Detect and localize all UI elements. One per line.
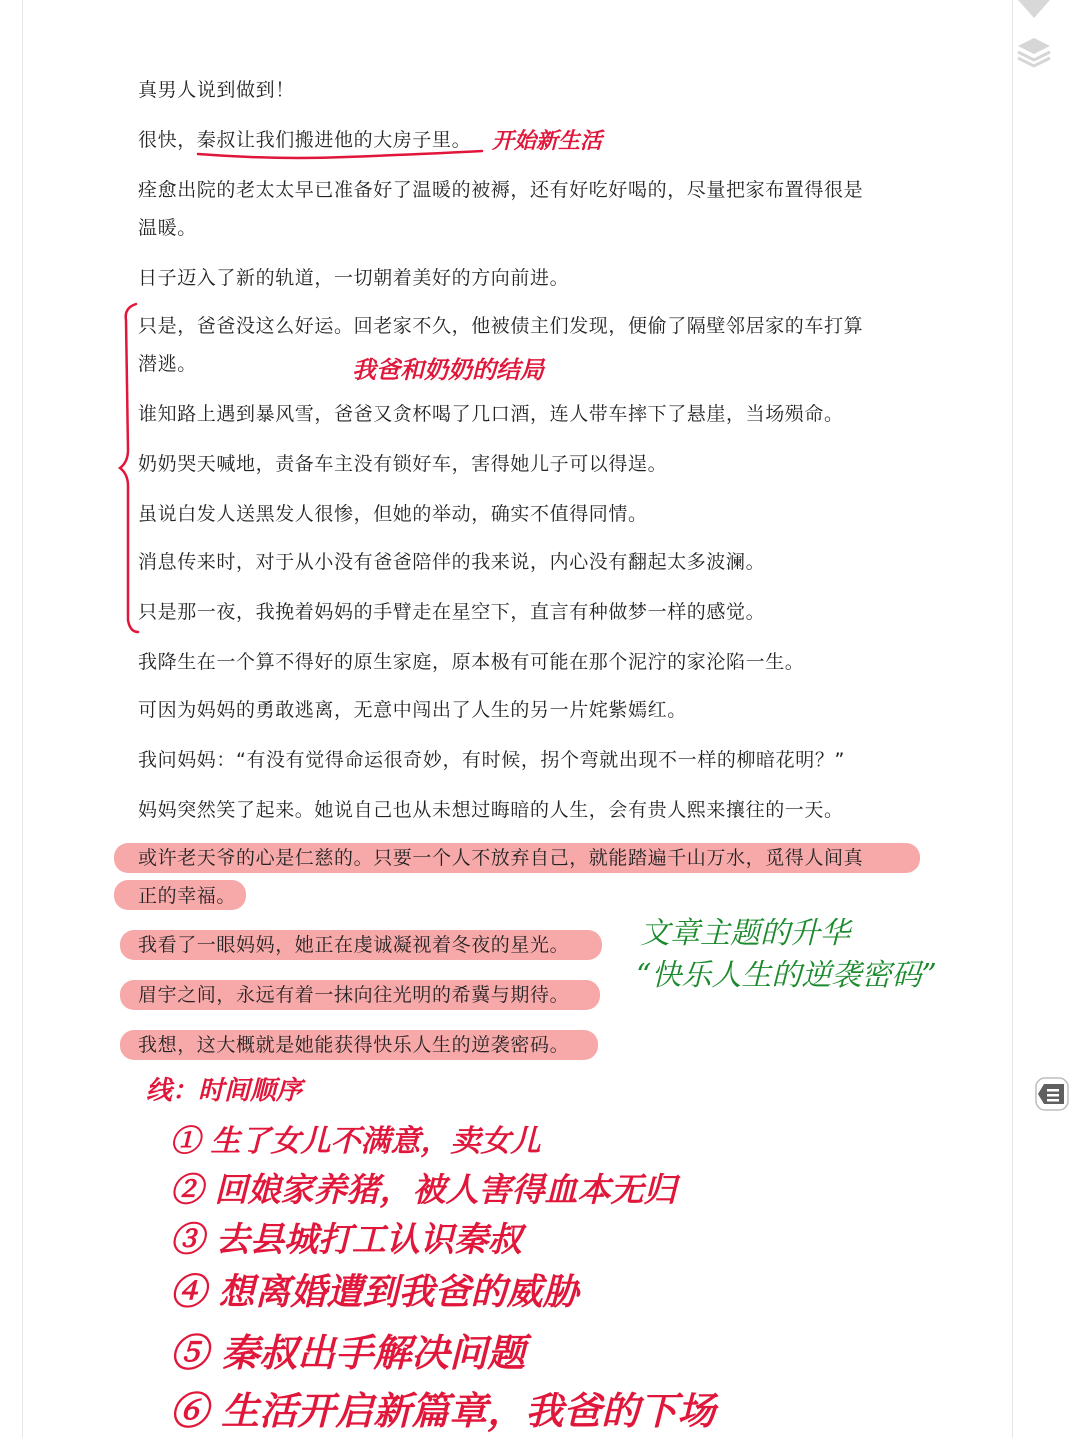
- paragraph: 奶奶哭天喊地，责备车主没有锁好车，害得她儿子可以得逞。: [138, 453, 668, 475]
- red-underline-mark: [196, 146, 486, 160]
- paragraph: 潜逃。: [138, 353, 197, 375]
- annotation-list-item: ② 回娘家养猪，被人害得血本无归: [170, 1170, 677, 1209]
- paragraph: 可因为妈妈的勇敢逃离，无意中闯出了人生的另一片姹紫嫣红。: [138, 699, 687, 721]
- red-bracket-mark: [118, 300, 140, 636]
- highlighted-paragraph: 我想，这大概就是她能获得快乐人生的逆袭密码。: [138, 1034, 570, 1056]
- layers-icon[interactable]: [1014, 34, 1054, 70]
- annotation-list-item: ⑥ 生活开启新篇章，我爸的下场: [170, 1388, 716, 1433]
- paragraph: 温暖。: [138, 217, 197, 239]
- highlighted-paragraph: 正的幸福。: [138, 885, 237, 907]
- annotation-theme-line1: 文章主题的升华: [640, 916, 850, 951]
- paragraph: 很快，秦叔让我们搬进他的大房子里。: [138, 129, 472, 151]
- paragraph: 虽说白发人送黑发人很惨，但她的举动，确实不值得同情。: [138, 503, 648, 525]
- paragraph: 痊愈出院的老太太早已准备好了温暖的被褥，还有好吃好喝的，尽量把家布置得很是: [138, 179, 864, 201]
- paragraph: 妈妈突然笑了起来。她说自己也从未想过晦暗的人生，会有贵人熙来攘往的一天。: [138, 799, 844, 821]
- comment-icon[interactable]: [1034, 1076, 1070, 1112]
- paragraph: 我问妈妈：“有没有觉得命运很奇妙，有时候，拐个弯就出现不一样的柳暗花明？”: [138, 749, 845, 771]
- paragraph: 我降生在一个算不得好的原生家庭，原本极有可能在那个泥泞的家沦陷一生。: [138, 651, 805, 673]
- annotation-list-item: ③ 去县城打工认识秦叔: [170, 1220, 522, 1260]
- heart-icon[interactable]: [1014, 0, 1054, 22]
- annotation-thread: 线：时间顺序: [146, 1076, 303, 1106]
- highlighted-paragraph: 或许老天爷的心是仁慈的。只要一个人不放弃自己，就能踏遍千山万水，觅得人间真: [138, 847, 864, 869]
- page-border-right: [1012, 0, 1013, 1438]
- paragraph: 谁知路上遇到暴风雪，爸爸又贪杯喝了几口酒，连人带车摔下了悬崖，当场殒命。: [138, 403, 844, 425]
- annotation-list-item: ① 生了女儿不满意，卖女儿: [170, 1124, 541, 1159]
- paragraph: 日子迈入了新的轨道，一切朝着美好的方向前进。: [138, 267, 570, 289]
- highlighted-paragraph: 我看了一眼妈妈，她正在虔诚凝视着冬夜的星光。: [138, 934, 570, 956]
- paragraph: 只是那一夜，我挽着妈妈的手臂走在星空下，直言有种做梦一样的感觉。: [138, 601, 766, 623]
- paragraph: 消息传来时，对于从小没有爸爸陪伴的我来说，内心没有翻起太多波澜。: [138, 551, 766, 573]
- annotation-new-life: 开始新生活: [492, 128, 603, 154]
- annotation-dad-grandma: 我爸和奶奶的结局: [352, 355, 544, 384]
- annotation-list-item: ⑤ 秦叔出手解决问题: [170, 1330, 526, 1375]
- paragraph: 真男人说到做到！: [138, 79, 295, 101]
- page-border-left: [22, 0, 23, 1438]
- paragraph: 只是，爸爸没这么好运。回老家不久，他被债主们发现，便偷了隔壁邻居家的车打算: [138, 315, 864, 337]
- highlighted-paragraph: 眉宇之间，永远有着一抹向往光明的希冀与期待。: [138, 984, 570, 1006]
- annotation-list-item: ④ 想离婚遭到我爸的威胁: [170, 1271, 579, 1313]
- annotation-theme-line2: “快乐人生的逆袭密码”: [636, 958, 937, 993]
